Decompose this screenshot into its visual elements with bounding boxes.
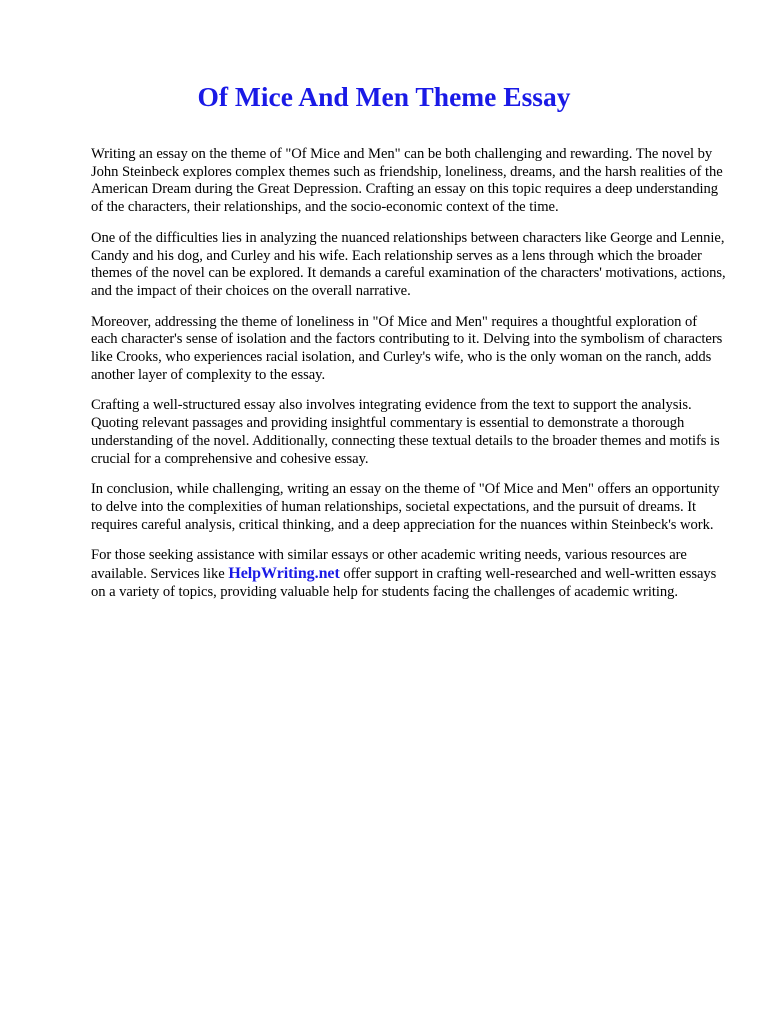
- paragraph-2: One of the difficulties lies in analyzing the nuanced relationships between characters like George and Lennie, Candy and his dog, and Curley and his wife. Each relationship serves as a lens through which the broader themes of the novel can be explored. It demands a careful examination of the characters' motivations, actions, and the impact of their choices on the overall narrative.: [91, 229, 726, 299]
- paragraph-5: In conclusion, while challenging, writing an essay on the theme of "Of Mice and Men" offers an opportunity to delve into the complexities of human relationships, societal expectations, and the pursuit of dreams. It requires careful analysis, critical thinking, and a deep appreciation for the nuances within Steinbeck's work.: [91, 481, 720, 533]
- paragraph-1: Writing an essay on the theme of "Of Mice and Men" can be both challenging and rewarding. The novel by John Steinbeck explores complex themes such as friendship, loneliness, dreams, and the harsh realities of the American Dream during the Great Depression. Crafting an essay on this topic requires a deep understanding of the characters, their relationships, and the socio-economic context of the time.: [91, 146, 723, 216]
- page-title: Of Mice And Men Theme Essay: [197, 81, 571, 112]
- helpwriting-link[interactable]: HelpWriting.net: [228, 565, 340, 583]
- essay-body: [91, 146, 727, 614]
- paragraph-4: Crafting a well-structured essay also involves integrating evidence from the text to support the analysis. Quoting relevant passages and providing insightful commentary is essential to demonstrate a thorough understanding of the novel. Additionally, connecting these textual details to the broader themes and motifs is crucial for a comprehensive and cohesive essay.: [91, 397, 720, 467]
- paragraph-6-text-before-link: For those seeking assistance with similar essays or other academic writing needs, various resources are available. Services like: [91, 547, 687, 583]
- paragraph-6-text-after-link: offer support in crafting well-researched and well-written essays on a variety of topics, providing valuable help for students facing the challenges of academic writing.: [91, 566, 717, 600]
- paragraph-6: [91, 547, 727, 601]
- paragraph-3: Moreover, addressing the theme of loneliness in "Of Mice and Men" requires a thoughtful exploration of each character's sense of isolation and the factors contributing to it. Delving into the symbolism of characters like Crooks, who experiences racial isolation, and Curley's wife, who is the only woman on the ranch, adds another layer of complexity to the essay.: [91, 313, 723, 383]
